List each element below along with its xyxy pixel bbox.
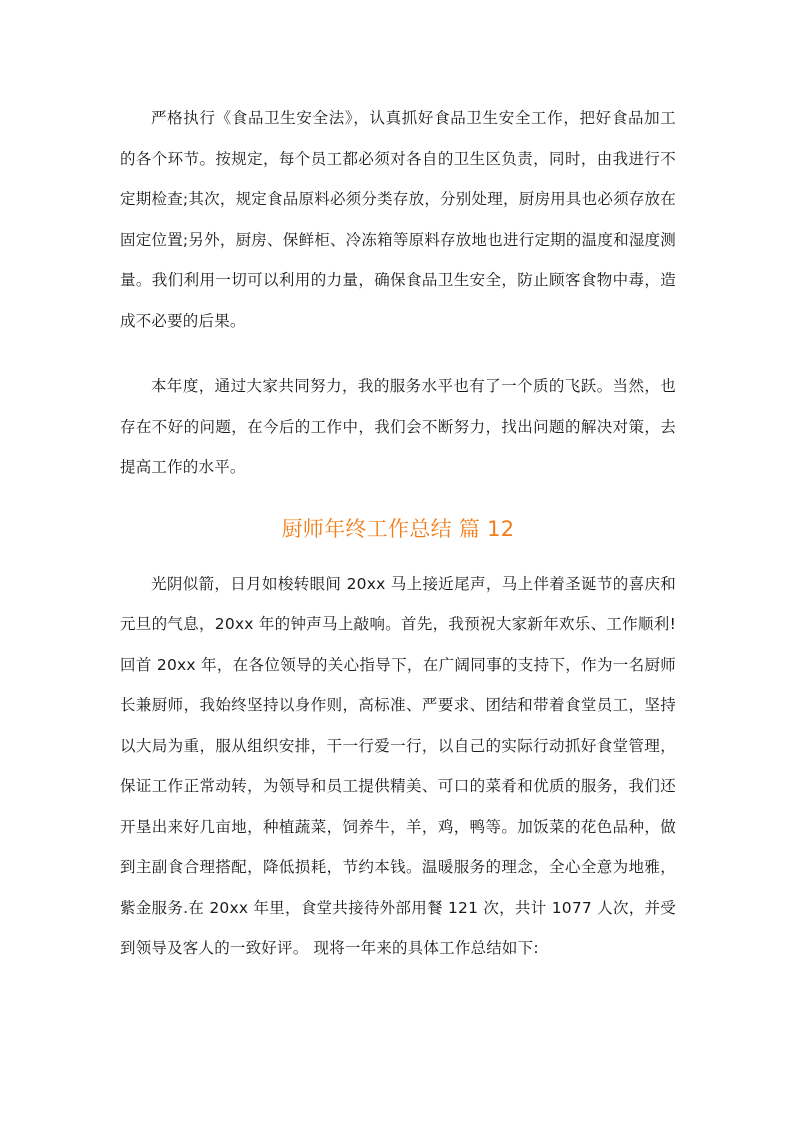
document-body (120, 98, 676, 969)
paragraph-food-safety: 严格执行《食品卫生安全法》，认真抓好食品卫生安全工作，把好食品加工的各个环节。按规定，每个员工都必须对各自的卫生区负责，同时，由我进行不定期检查;其次，规定食品原料必须分类存放，分别处理，厨房用具也必须存放在固定位置;另外，厨房、保鲜柜、冷冻箱等原料存放地也进行定期的温度和湿度测量。我们利用一切可以利用的力量，确保食品卫生安全，防止顾客食物中毒，造成不必要的后果。 (120, 109, 676, 330)
section-heading: 厨师年终工作总结 篇 12 (281, 516, 515, 541)
paragraph-year-summary: 本年度，通过大家共同努力，我的服务水平也有了一个质的飞跃。当然，也存在不好的问题，在今后的工作中，我们会不断努力，找出问题的解决对策，去提高工作的水平。 (120, 377, 676, 476)
paragraph-intro: 光阴似箭，日月如梭转眼间 20xx 马上接近尾声，马上伴着圣诞节的喜庆和元旦的气息，20xx 年的钟声马上敲响。首先，我预祝大家新年欢乐、工作顺利!回首 20xx 年，在各位领导的关心指导下，在广阔同事的支持下，作为一名厨师长兼厨师，我始终坚持以身作则，高标准、严要求、团结和带着食堂员工，坚持以大局为重，服从组织安排，干一行爱一行，以自己的实际行动抓好食堂管理，保证工作正常动转，为领导和员工提供精美、可口的菜肴和优质的服务，我们还开垦出来好几亩地，种植蔬菜，饲养牛，羊，鸡，鸭等。加饭菜的花色品种，做到主副食合理搭配，降低损耗，节约本钱。温暖服务的理念，全心全意为地雅，紫金服务.在 20xx 年里，食堂共接待外部用餐 121 次，共计 1077 人次，并受到领导及客人的一致好评。 现将一年来的具体工作总结如下: (120, 574, 676, 957)
